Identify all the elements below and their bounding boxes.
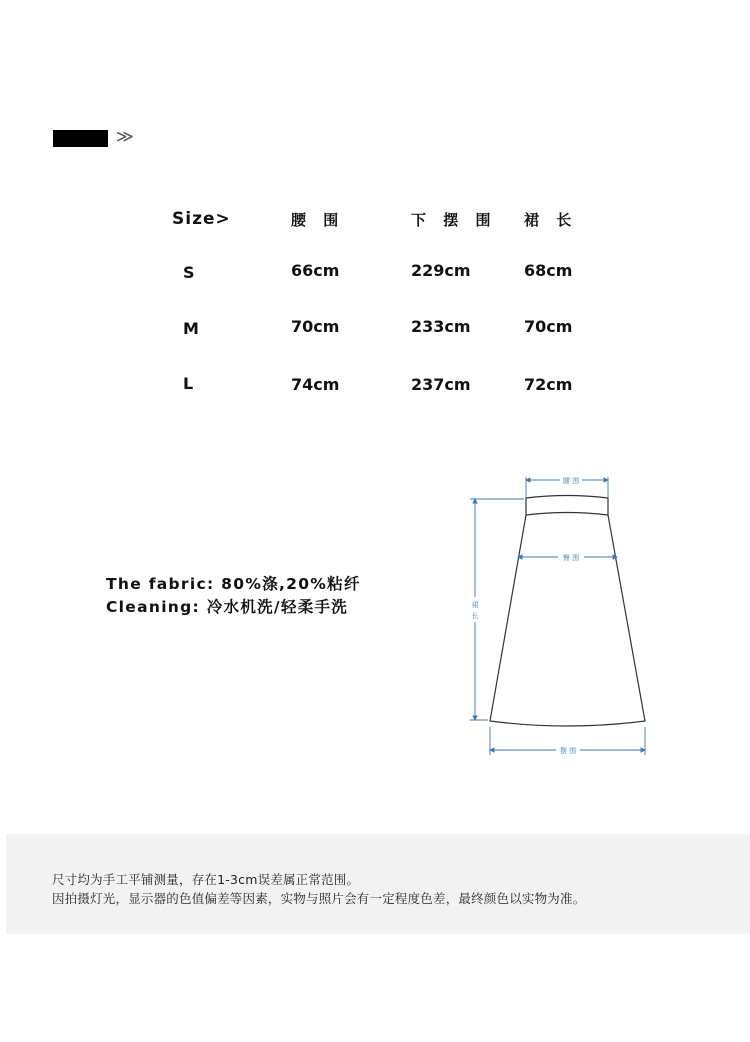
waist-measure-label: 腰 围 <box>562 477 580 485</box>
skirt-outline <box>490 496 645 727</box>
table-cell-hem: 233cm <box>411 317 471 336</box>
hip-measure-label: 臀 围 <box>562 554 580 562</box>
fabric-composition: The fabric: 80%涤,20%粘纤 <box>106 575 361 593</box>
table-cell-waist: 70cm <box>291 317 340 336</box>
table-cell-hem: 229cm <box>411 261 471 280</box>
length-measure-label-1: 裙 <box>471 601 479 609</box>
table-cell-waist: 74cm <box>291 375 340 394</box>
length-measure-label-2: 长 <box>471 612 479 620</box>
table-cell-hem: 237cm <box>411 375 471 394</box>
table-cell-waist: 66cm <box>291 261 340 280</box>
table-header-hem: 下 摆 围 <box>411 211 497 229</box>
table-header-length: 裙 长 <box>524 211 578 229</box>
cleaning-instructions: Cleaning: 冷水机洗/轻柔手洗 <box>106 598 349 616</box>
double-chevron-right-icon: ≫ <box>116 127 130 147</box>
skirt-measurement-diagram <box>460 465 660 765</box>
fabric-info <box>106 573 361 619</box>
table-row-size: M <box>183 319 199 338</box>
measurement-notice <box>6 834 750 934</box>
table-header-size: Size> <box>172 209 231 229</box>
table-cell-length: 72cm <box>524 375 573 394</box>
hem-measure-label: 摆 围 <box>559 747 577 755</box>
table-row-size: S <box>183 263 195 282</box>
notice-line-color: 因拍摄灯光，显示器的色值偏差等因素，实物与照片会有一定程度色差，最终颜色以实物为准。 <box>52 891 586 906</box>
section-title-bar <box>53 130 108 147</box>
table-header-waist: 腰 围 <box>291 211 345 229</box>
notice-line-measurement: 尺寸均为手工平铺测量，存在1-3cm误差属正常范围。 <box>52 872 360 887</box>
table-cell-length: 70cm <box>524 317 573 336</box>
table-cell-length: 68cm <box>524 261 573 280</box>
table-row-size: L <box>183 374 194 393</box>
